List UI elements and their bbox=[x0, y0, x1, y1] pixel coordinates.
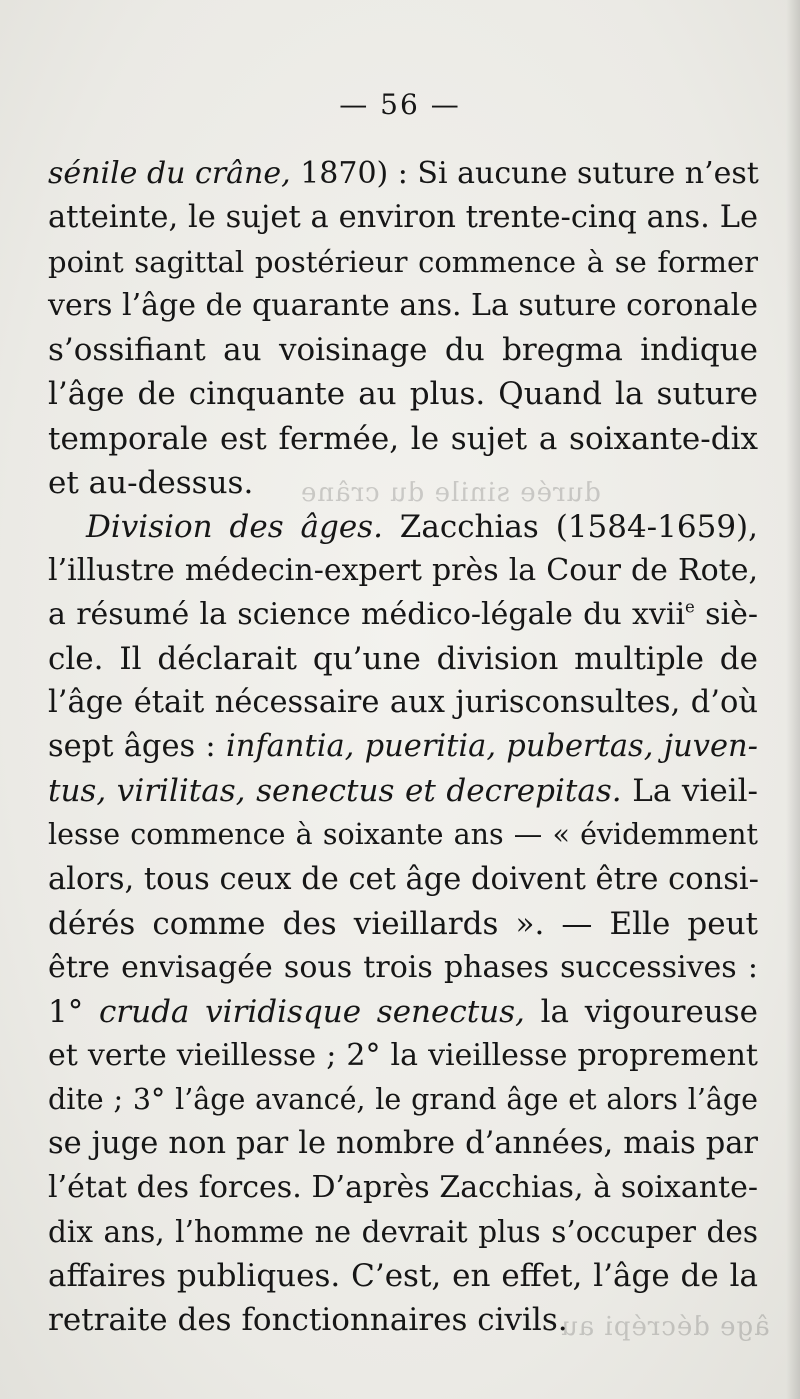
text-span: Zacchias (1584-1659), bbox=[382, 508, 759, 545]
text-line: vers l’âge de quarante ans. La suture coronale bbox=[48, 288, 758, 324]
bleed-through-text: âge décrépi au bbox=[560, 1312, 770, 1342]
text-line: affaires publiques. C’est, en effet, l’âge de la bbox=[48, 1258, 758, 1295]
text-line: temporale est fermée, le sujet a soixante-dix bbox=[48, 420, 758, 457]
text-line: dix ans, l’homme ne devrait plus s’occuper des bbox=[48, 1215, 758, 1250]
text-span: a résumé la science médico-légale du xvii bbox=[48, 596, 686, 632]
italic-text: cruda viridisque senectus, bbox=[98, 993, 525, 1030]
section-heading-italic: Division des âges. bbox=[86, 508, 383, 545]
body-text bbox=[48, 152, 758, 1343]
text-line: lesse commence à soixante ans — « évidemment bbox=[48, 818, 758, 852]
text-span: 1° bbox=[48, 993, 99, 1030]
text-span: siè- bbox=[694, 596, 759, 632]
text-line bbox=[48, 152, 758, 196]
text-line: être envisagée sous trois phases successives : bbox=[48, 949, 758, 985]
bleed-through-text: durée sinile du crâne bbox=[300, 478, 601, 508]
text-span: la vigoureuse bbox=[524, 993, 759, 1030]
text-line bbox=[48, 725, 758, 769]
text-line: cle. Il déclarait qu’une division multiple de bbox=[48, 641, 758, 678]
text-line: et au-dessus. bbox=[48, 464, 254, 501]
text-line bbox=[48, 769, 758, 813]
text-line bbox=[48, 990, 758, 1034]
italic-text: tus, virilitas, senectus et decrepitas. bbox=[48, 773, 622, 810]
text-line: atteinte, le sujet a environ trente-cinq ans. Le bbox=[48, 200, 758, 236]
text-line: dite ; 3° l’âge avancé, le grand âge et alors l’âge bbox=[48, 1082, 758, 1116]
text-span: La vieil- bbox=[621, 773, 758, 810]
superscript: e bbox=[685, 597, 695, 617]
text-line: se juge non par le nombre d’années, mais par bbox=[48, 1126, 758, 1162]
text-line: l’illustre médecin-expert près la Cour de Rote, bbox=[48, 552, 758, 588]
text-line: point sagittal postérieur commence à se former bbox=[48, 245, 758, 280]
italic-text: sénile du crâne, bbox=[48, 156, 291, 191]
text-line: dérés comme des vieillards ». — Elle peut bbox=[48, 905, 758, 942]
text-span: sept âges : bbox=[48, 729, 226, 765]
page-number: — 56 — bbox=[339, 88, 461, 121]
text-line: s’ossifiant au voisinage du bregma indique bbox=[48, 332, 758, 369]
text-line: et verte vieillesse ; 2° la vieillesse proprement bbox=[48, 1037, 758, 1073]
text-line bbox=[48, 505, 758, 549]
text-line: l’âge était nécessaire aux jurisconsultes, d’où bbox=[48, 685, 758, 721]
text-line: l’âge de cinquante au plus. Quand la suture bbox=[48, 376, 758, 413]
text-line: retraite des fonctionnaires civils. bbox=[48, 1302, 568, 1339]
text-line bbox=[48, 593, 758, 637]
text-line: l’état des forces. D’après Zacchias, à soixante- bbox=[48, 1170, 758, 1206]
text-span: 1870) : Si aucune suture n’est bbox=[290, 156, 759, 191]
page-gutter-shadow bbox=[786, 0, 800, 1399]
italic-text: infantia, pueritia, pubertas, juven- bbox=[225, 729, 758, 765]
text-line: alors, tous ceux de cet âge doivent être consi- bbox=[48, 861, 759, 897]
